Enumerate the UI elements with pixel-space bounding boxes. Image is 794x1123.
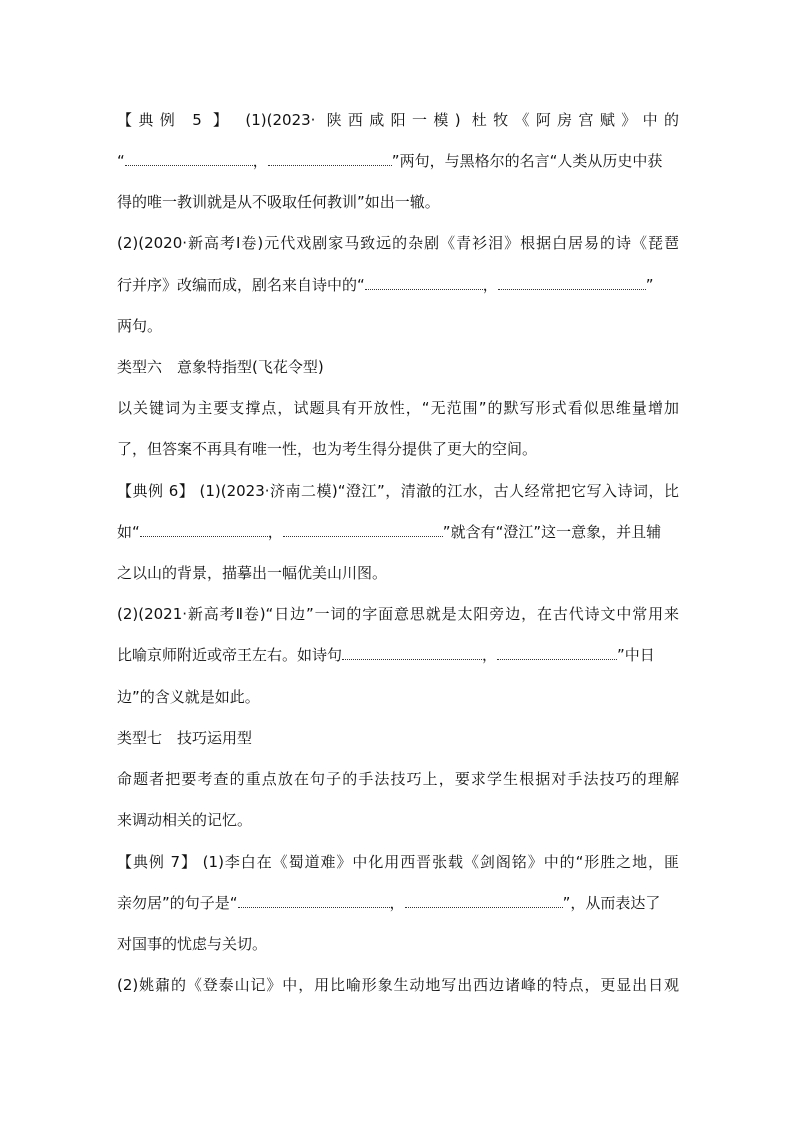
example-6-line-5: 比喻京师附近或帝王左右。如诗句 ， ”中日 — [117, 646, 655, 664]
example-6-line-2: 如“ ， ”就含有“澄江”这一意象，并且辅 — [117, 523, 662, 541]
example-6-line-3: 之以山的背景，描摹出一幅优美山川图。 — [117, 564, 388, 582]
answer-blank[interactable] — [498, 275, 646, 290]
example-7-line-4: (2)姚鼐的《登泰山记》中，用比喻形象生动地写出西边诸峰的特点，更显出日观 — [117, 976, 679, 994]
example-7-line-2: 亲勿居”的句子是“ ， ”，从而表达了 — [117, 894, 661, 912]
example-7-line-3: 对国事的忧虑与关切。 — [117, 935, 268, 953]
answer-blank[interactable] — [365, 275, 483, 290]
example-5-line-3: 得的唯一教训就是从不吸取任何教训”如出一辙。 — [117, 193, 440, 211]
type-7-heading: 类型七 技巧运用型 — [117, 729, 253, 747]
answer-blank[interactable] — [497, 645, 617, 660]
type-6-paragraph-line-2: 了，但答案不再具有唯一性，也为考生得分提供了更大的空间。 — [117, 440, 538, 458]
type-6-paragraph-line-1: 以关键词为主要支撑点，试题具有开放性，“无范围”的默写形式看似思维量增加 — [117, 399, 679, 417]
type-7-paragraph-line-1: 命题者把要考查的重点放在句子的手法技巧上，要求学生根据对手法技巧的理解 — [117, 770, 679, 788]
answer-blank[interactable] — [268, 151, 392, 166]
example-5-line-4: (2)(2020·新高考Ⅰ卷)元代戏剧家马致远的杂剧《青衫泪》根据白居易的诗《琵琶 — [117, 234, 679, 252]
answer-blank[interactable] — [405, 893, 563, 908]
answer-blank[interactable] — [140, 522, 268, 537]
example-5-line-2: “ ， ”两句，与黑格尔的名言“人类从历史中获 — [117, 152, 663, 170]
example-6-line-6: 边”的含义就是如此。 — [117, 688, 260, 706]
answer-blank[interactable] — [283, 522, 443, 537]
type-6-heading: 类型六 意象特指型(飞花令型) — [117, 358, 324, 376]
example-5-line-5: 行并序》改编而成，剧名来自诗中的“ ， ” — [117, 276, 654, 294]
answer-blank[interactable] — [342, 645, 482, 660]
example-5-line-1: 【典例 5 】 (1)(2023· 陕西咸阳一模) 杜牧《阿房宫赋》中的 — [117, 111, 679, 129]
example-6-line-4: (2)(2021·新高考Ⅱ卷)“日边”一词的字面意思就是太阳旁边，在古代诗文中常用来 — [117, 605, 679, 623]
example-6-line-1: 【典例 6】 (1)(2023·济南二模)“澄江”，清澈的江水，古人经常把它写入诗词，比 — [117, 482, 679, 500]
type-7-paragraph-line-2: 来调动相关的记忆。 — [117, 811, 253, 829]
example-5-line-6: 两句。 — [117, 317, 163, 335]
answer-blank[interactable] — [125, 151, 253, 166]
answer-blank[interactable] — [238, 893, 390, 908]
example-7-line-1: 【典例 7】 (1)李白在《蜀道难》中化用西晋张载《剑阁铭》中的“形胜之地，匪 — [117, 853, 679, 871]
